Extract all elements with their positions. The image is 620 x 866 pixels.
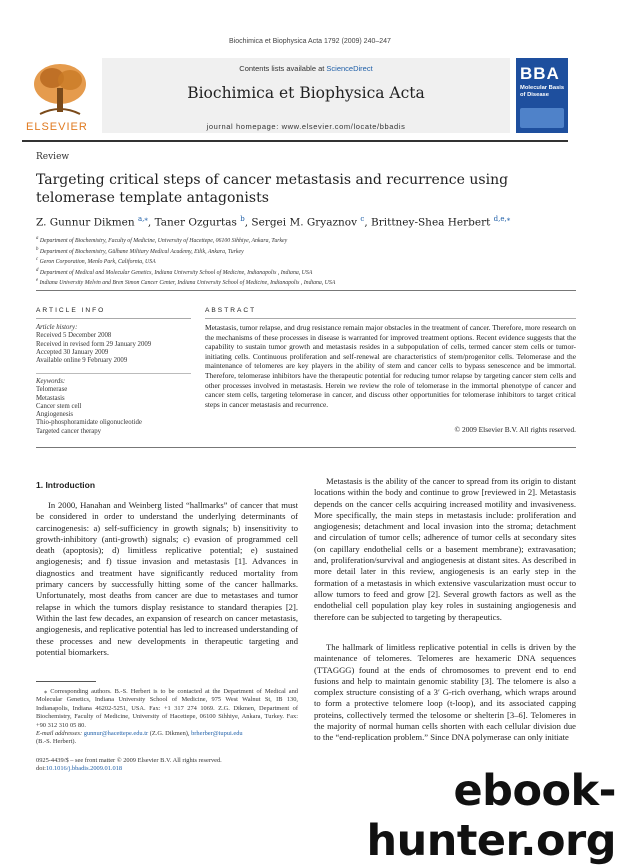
publisher-name: ELSEVIER bbox=[26, 121, 88, 133]
running-head: Biochimica et Biophysica Acta 1792 (2009) 240–247 bbox=[229, 38, 391, 45]
history-label: Article history: bbox=[36, 324, 78, 331]
issn-line: 0925-4439/$ – see front matter © 2009 Elsevier B.V. All rights reserved. bbox=[36, 757, 222, 764]
homepage-url[interactable]: www.elsevier.com/locate/bbadis bbox=[281, 122, 406, 131]
affiliation-item: $^d$ Department of Medical and Molecular Genetics, Indiana University School of Medicine, Indianapolis , Indiana, USA bbox=[36, 267, 313, 276]
article-info-heading: ARTICLE INFO bbox=[36, 307, 106, 314]
elsevier-logo[interactable] bbox=[22, 58, 98, 133]
homepage-prefix: journal homepage: bbox=[206, 122, 282, 131]
keyword-item: Telomerase bbox=[36, 386, 68, 394]
email-owner-1: (Z.G. Dikmen), bbox=[148, 730, 192, 738]
section-heading: 1. Introduction bbox=[36, 480, 96, 490]
email-owner-2: (B.-S. Herbert). bbox=[36, 738, 77, 746]
email-link-2[interactable]: brherber@iupui.edu bbox=[191, 730, 243, 738]
intro-right-paragraph-2: The hallmark of limitless replicative potential in cells is driven by the maintenance of telomeres. Telomeres are hexameric DNA sequences (TTAGGG) found at the ends of chromosomes to prevent end to end fusions and help to maintain genomic stability [3]. The telomere is also a complex structure consisting of a 3′ G-rich overhang, which wraps around to form a protective telomere loop (t-loop), and its associated capping proteins, collectively termed the telosome or shelterin [3–6]. Telomeres in the majority of normal human cells shorten with each cellular division due to the “end-replication problem.” Since DNA polymerase can only initiate bbox=[314, 642, 576, 743]
article-type: Review bbox=[36, 152, 70, 162]
author-1[interactable]: Z. Gunnur Dikmen bbox=[36, 216, 135, 229]
affiliation-item: $^b$ Department of Biochemistry, Gülhane Military Medical Academy, Etlik, Ankara, Turkey bbox=[36, 246, 244, 255]
author-list: Z. Gunnur Dikmen $^{a,⁎}$, Taner Ozgurtas $^b$, Sergei M. Gryaznov $^c$, Brittney-Shea Herbert $^{d,e,⁎}$ bbox=[36, 215, 511, 229]
article-title: Targeting critical steps of cancer metastasis and recurrence using telomerase template antagonists bbox=[36, 172, 509, 206]
author-4-sup[interactable]: d,e,⁎ bbox=[493, 215, 511, 223]
history-item: Available online 9 February 2009 bbox=[36, 357, 128, 365]
affiliation-item: $^c$ Geron Corporation, Menlo Park, California, USA bbox=[36, 257, 156, 265]
cover-title: BBA bbox=[520, 64, 560, 83]
homepage-line bbox=[102, 122, 510, 131]
author-2-sup[interactable]: b bbox=[240, 215, 245, 223]
abstract-subrule bbox=[205, 318, 576, 319]
keywords-rule bbox=[36, 373, 191, 374]
email-label: E-mail addresses: bbox=[36, 730, 84, 738]
abstract-heading: ABSTRACT bbox=[205, 307, 257, 314]
journal-cover[interactable] bbox=[516, 58, 568, 133]
watermark: ebook-hunter.org bbox=[366, 766, 616, 866]
email-link-1[interactable]: gunnur@hacettepe.edu.tr bbox=[83, 730, 149, 738]
keyword-item: Thio-phosphoramidate oligonucleotide bbox=[36, 419, 142, 427]
keywords bbox=[36, 378, 196, 436]
journal-header bbox=[102, 58, 510, 133]
author-4[interactable]: Brittney-Shea Herbert bbox=[371, 216, 491, 229]
article-history bbox=[36, 324, 196, 365]
info-subrule bbox=[36, 318, 191, 319]
footnote-text: ⁎ Corresponding authors. B.-S. Herbert is to be contacted at the Department of Medical and Molecular Genetics, Indiana University School of Medicine, 975 West Walnut St, IB 130, Indianapolis, Indiana 46202-5251, USA. Fax: +1 317 274 1069. Z.G. Dikmen, Department of Biochemistry, Faculty of Medicine, University of Hacettepe, 06100 Sihhiye, Ankara, Turkey. Fax: +90 312 310 05 80. bbox=[36, 688, 298, 729]
keyword-item: Metastasis bbox=[36, 394, 65, 402]
doi-link[interactable]: 10.1016/j.bbadis.2009.01.018 bbox=[45, 765, 123, 773]
info-rule bbox=[36, 290, 576, 291]
footnote-rule bbox=[36, 681, 96, 682]
keyword-item: Angiogenesis bbox=[36, 411, 74, 419]
intro-right-paragraph-1: Metastasis is the ability of the cancer to spread from its origin to distant locations within the body and continue to grow [reviewed in 2]. Metastasis depends on the cancer cells acquiring increased motility and invasiveness. More specifically, the main steps in metastasis include: proliferation and angiogenesis; detachment and local invasion into the stroma; detachment and circulation of tumor cells; adherence of tumor cells at secondary sites (on capillary endothelial cells or a basement membrane); extravasation; and, proliferation/survival and angiogenesis at distant sites. As described in more detail later in this review, angiogenesis is an early step in the formation of a metastasis in which extensive vascularization must occur to allow tumors to feed and grow [2]. Several growth factors as well as the endothelial cell population play key roles in sustaining angiogenesis and therefore can be subjected to targeting by therapeutics. bbox=[314, 476, 576, 622]
keyword-item: Cancer stem cell bbox=[36, 402, 82, 410]
abstract-copyright: © 2009 Elsevier B.V. All rights reserved. bbox=[454, 425, 576, 434]
contents-prefix: Contents lists available at bbox=[239, 64, 327, 73]
author-2[interactable]: Taner Ozgurtas bbox=[154, 216, 237, 229]
affiliation-item: $^a$ Department of Biochemistry, Faculty of Medicine, University of Hacettepe, 06100 Sihhiye, Ankara, Turkey bbox=[36, 236, 288, 244]
history-item: Received in revised form 29 January 2009 bbox=[36, 340, 152, 348]
doi-line: doi:10.1016/j.bbadis.2009.01.018 bbox=[36, 765, 123, 773]
contents-line bbox=[102, 64, 510, 73]
intro-left-paragraph: In 2000, Hanahan and Weinberg listed “hallmarks” of cancer that must be considered in order to understand the underlying determinants of carcinogenesis: a) self-sufficiency in growth signals; b) insensitivity to growth-inhibitory (anti-growth) signals; c) evasion of programmed cell death (apoptosis); d) limitless replicative potential; e) sustained angiogenesis; and f) tissue invasion and metastasis [1]. Advances in diagnostics and treatment have significantly reduced mortality from primary cancers by successfully hitting some of the cancer hallmarks. Unfortunately, most deaths from cancer are due to metastases and tumor relapse in which the tumors display resistance to standard therapies [2]. Within the last few decades, an expansion of research on cancer metastasis, angiogenesis, and replicative potential has led to increased understanding of these processes and new developments in therapeutic targeting and potential biomarkers. bbox=[36, 500, 298, 657]
body-rule bbox=[36, 447, 576, 448]
affiliation-list bbox=[36, 235, 576, 288]
corresponding-footnote bbox=[36, 688, 298, 747]
keyword-item: Targeted cancer therapy bbox=[36, 427, 102, 435]
cover-subtitle: Molecular Basis of Disease bbox=[520, 85, 565, 98]
author-3[interactable]: Sergei M. Gryaznov bbox=[251, 216, 358, 229]
history-item: Received 5 December 2008 bbox=[36, 332, 112, 340]
cover-graphic bbox=[520, 108, 564, 128]
header-rule bbox=[22, 140, 568, 142]
author-3-sup[interactable]: c bbox=[360, 215, 365, 223]
journal-title[interactable]: Biochimica et Biophysica Acta bbox=[187, 84, 425, 102]
history-item: Accepted 30 January 2009 bbox=[36, 348, 109, 356]
affiliation-item: $^e$ Indiana University Melvin and Bren Simon Cancer Center, Indiana University School of Medicine, Indianapolis , Indiana, USA bbox=[36, 278, 336, 286]
sciencedirect-link[interactable]: ScienceDirect bbox=[326, 64, 373, 73]
author-1-sup[interactable]: a,⁎ bbox=[138, 215, 148, 223]
abstract-text: Metastasis, tumor relapse, and drug resistance remain major obstacles in the treatment of cancer. Therefore, more research on the mechanisms of these processes in disease is warranted for improved treatment options. Recent evidence suggests that the capability to sustain tumor growth and metastasis resides in a subpopulation of cells, termed cancer stem cells or tumor-initiating cells. Continuous proliferation and self-renewal are characteristics of stem/progenitor cells. Telomerase and the maintenance of telomeres are key players in the ability of stem and cancer cells to bypass senescence and be immortal. Therefore, telomerase inhibitors have the therapeutic potential for reducing tumor relapse by targeting cancer stem cells and other processes involved in metastasis. Herein we review the role of telomerase in the immortal phenotype of cancer and cancer stem cells, targeting telomerase in cancer, and discuss other opportunities for telomerase inhibitors to target critical steps in cancer metastasis and recurrence. bbox=[205, 323, 576, 409]
elsevier-tree-icon bbox=[22, 58, 98, 120]
keywords-label: Keywords: bbox=[36, 378, 66, 385]
